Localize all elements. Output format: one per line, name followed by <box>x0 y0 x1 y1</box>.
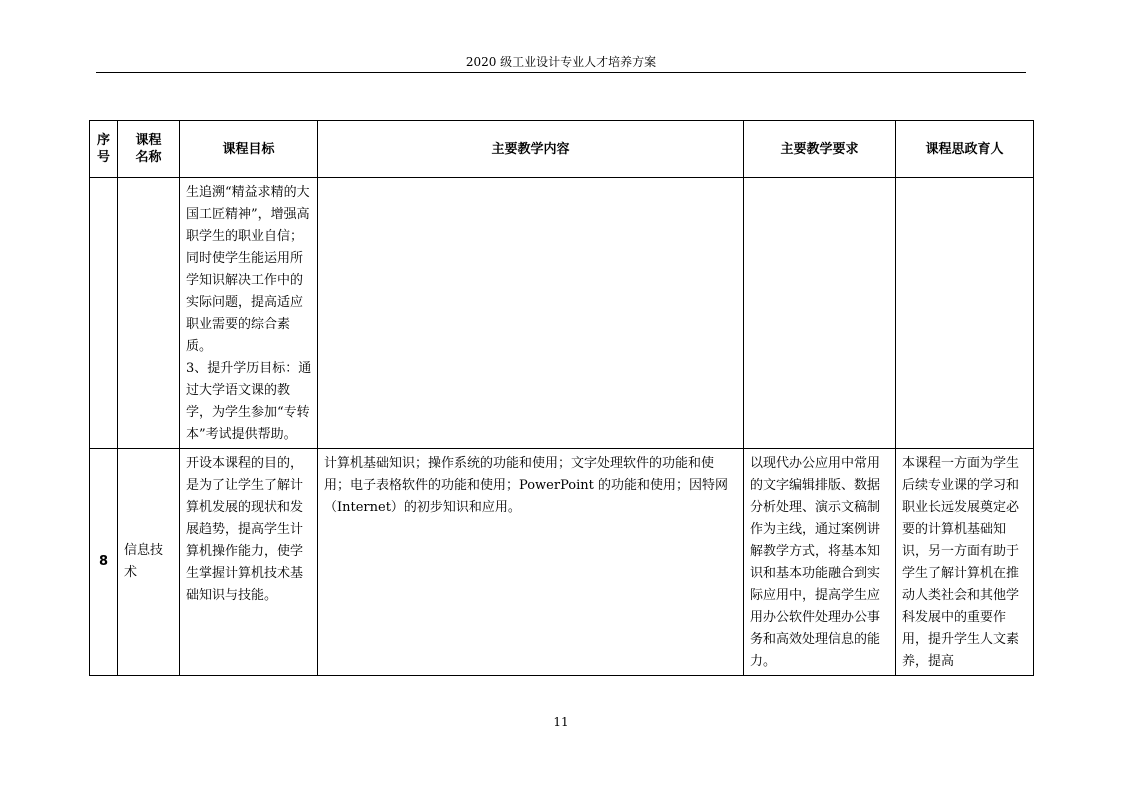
table-row <box>90 449 1034 676</box>
requirements-cell <box>744 178 896 449</box>
ideology-cell <box>896 178 1034 449</box>
content-cell: 计算机基础知识；操作系统的功能和使用；文字处理软件的功能和使用；电子表格软件的功能和使用；PowerPoint 的功能和使用；因特网（Internet）的初步知识和应用。 <box>318 449 744 676</box>
column-header-content: 主要教学内容 <box>318 121 744 178</box>
column-header-objective: 课程目标 <box>180 121 318 178</box>
page-number: 11 <box>553 715 569 729</box>
course-name-cell: 信息技术 <box>118 449 180 676</box>
running-header: 2020 级工业设计专业人才培养方案 <box>465 55 657 69</box>
course-table <box>89 120 1034 676</box>
column-header-requirements: 主要教学要求 <box>744 121 896 178</box>
column-header-index: 序号 <box>90 121 118 178</box>
table-row <box>90 178 1034 449</box>
table-header-row <box>90 121 1034 178</box>
requirements-cell: 以现代办公应用中常用的文字编辑排版、数据分析处理、演示文稿制作为主线，通过案例讲解教学方式，将基本知识和基本功能融合到实际应用中，提高学生应用办公软件处理办公事务和高效处理信息的能力。 <box>744 449 896 676</box>
row-index-cell: 8 <box>90 449 118 676</box>
course-name-cell <box>118 178 180 449</box>
column-header-ideology: 课程思政育人 <box>896 121 1034 178</box>
objective-cell: 生追溯“精益求精的大国工匠精神”，增强高职学生的职业自信；同时使学生能运用所学知识解决工作中的实际问题，提高适应职业需要的综合素质。 3、提升学历目标：通过大学语文课的教学，为学生参加“专转本”考试提供帮助。 <box>180 178 318 449</box>
objective-cell: 开设本课程的目的，是为了让学生了解计算机发展的现状和发展趋势，提高学生计算机操作能力，使学生掌握计算机技术基础知识与技能。 <box>180 449 318 676</box>
header-rule <box>96 72 1026 73</box>
row-index-cell <box>90 178 118 449</box>
content-cell <box>318 178 744 449</box>
ideology-cell: 本课程一方面为学生后续专业课的学习和职业长远发展奠定必要的计算机基础知识，另一方面有助于学生了解计算机在推动人类社会和其他学科发展中的重要作用，提升学生人文素养，提高 <box>896 449 1034 676</box>
column-header-course-name: 课程名称 <box>118 121 180 178</box>
